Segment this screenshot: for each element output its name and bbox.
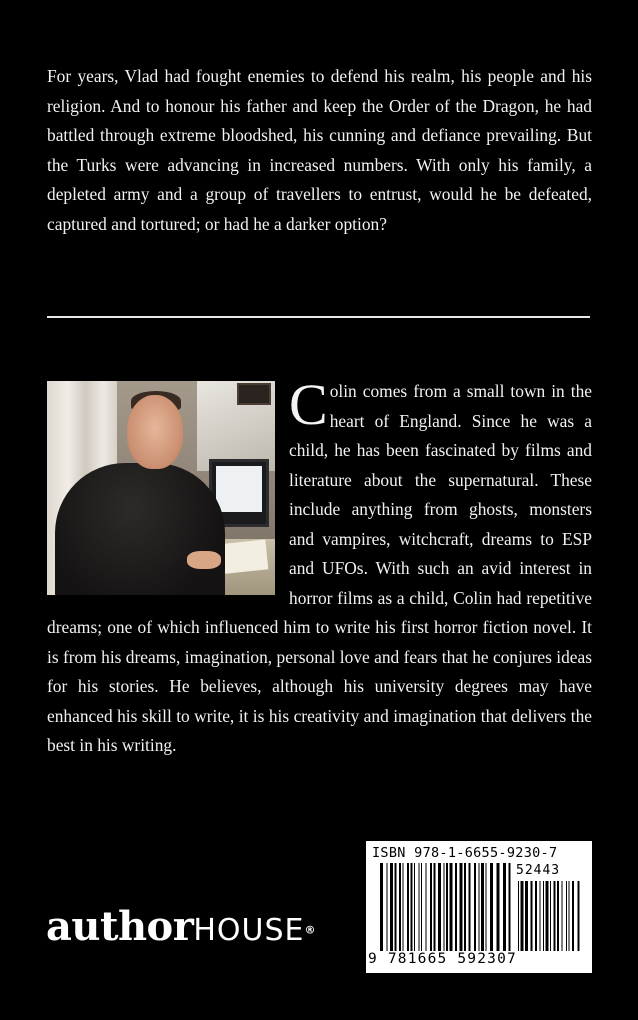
barcode-bar (407, 863, 409, 951)
barcode-addon-digits: 52443 (516, 863, 561, 878)
barcode-bar (562, 881, 563, 951)
barcode-bar (421, 863, 422, 951)
barcode-bar (395, 863, 397, 951)
barcode-bar (497, 863, 500, 951)
barcode-bar (474, 863, 476, 951)
author-bio (47, 372, 592, 761)
barcode-bar (444, 863, 445, 951)
isbn-barcode (366, 841, 592, 973)
barcode-bar (411, 863, 413, 951)
isbn-text: ISBN 978-1-6655-9230-7 (372, 845, 558, 861)
barcode-bar (521, 881, 524, 951)
barcode-bar (426, 863, 427, 951)
ean-digits: 9 781665 592307 (368, 951, 517, 967)
barcode-bar (531, 881, 533, 951)
barcode-bar (403, 863, 404, 951)
barcode-bar (509, 863, 511, 951)
barcode-bar (460, 863, 463, 951)
ean-barcode-bars (380, 863, 514, 951)
barcode-bar (434, 863, 436, 951)
barcode-bar (419, 863, 420, 951)
barcode-bar (390, 863, 393, 951)
barcode-bar (469, 863, 471, 951)
barcode-bar (455, 863, 457, 951)
bio-text: olin comes from a small town in the heart of England. Since he was a child, he has been fascinated by films and literature about the supernatural. These include anything from ghosts, monsters and vampires, witchcraft, dreams to ESP and UFOs. With such an avid interest in horror films as a child, Colin had repetitive dreams; one of which influenced him to write his first horror fiction novel. It is from his dreams, imagination, personal love and fears that he conjures ideas for his stories. He believes, although his university degrees may have enhanced his skill to write, it is his creativity and imagination that delivers the best in his writing. (47, 381, 592, 755)
barcode-bar (569, 881, 570, 951)
divider-line (47, 316, 590, 318)
barcode-bar (479, 863, 480, 951)
logo-author-text: author (46, 903, 194, 950)
barcode-bar (518, 881, 519, 951)
barcode-bar (464, 863, 466, 951)
barcode-bar (550, 881, 551, 951)
barcode-bar (446, 863, 448, 951)
barcode-bar (438, 863, 441, 951)
bio-drop-cap: C (289, 372, 328, 437)
author-photo (47, 381, 275, 595)
barcode-bar (486, 863, 487, 951)
publisher-logo (46, 903, 315, 950)
barcode-bar (554, 881, 556, 951)
barcode-bar (399, 863, 401, 951)
barcode-bar (557, 881, 559, 951)
barcode-bar (387, 863, 388, 951)
barcode-bar (546, 881, 549, 951)
barcode-bar (572, 881, 574, 951)
back-cover-blurb: For years, Vlad had fought enemies to defend his realm, his people and his religion. And to honour his father and keep the Order of the Dragon, he had battled through extreme bloodshed, his cunning and defiance prevailing. But the Turks were advancing in increased numbers. With only his family, a depleted army and a group of travellers to entrust, would he be defeated, captured and tortured; or had he a darker option? (47, 66, 592, 234)
barcode-bar (481, 863, 484, 951)
barcode-bar (566, 881, 567, 951)
barcode-bar (450, 863, 453, 951)
logo-house-text: HOUSE (193, 913, 305, 948)
barcode-bar (543, 881, 544, 951)
barcode-bar (535, 881, 537, 951)
barcode-bar (490, 863, 493, 951)
barcode-bar (380, 863, 383, 951)
barcode-bar (503, 863, 506, 951)
registered-mark: ® (304, 923, 316, 937)
barcode-bar (525, 881, 528, 951)
addon-barcode-bars (518, 881, 582, 951)
barcode-bar (578, 881, 580, 951)
barcode-bar (540, 881, 541, 951)
barcode-bar (430, 863, 432, 951)
barcode-bar (414, 863, 415, 951)
